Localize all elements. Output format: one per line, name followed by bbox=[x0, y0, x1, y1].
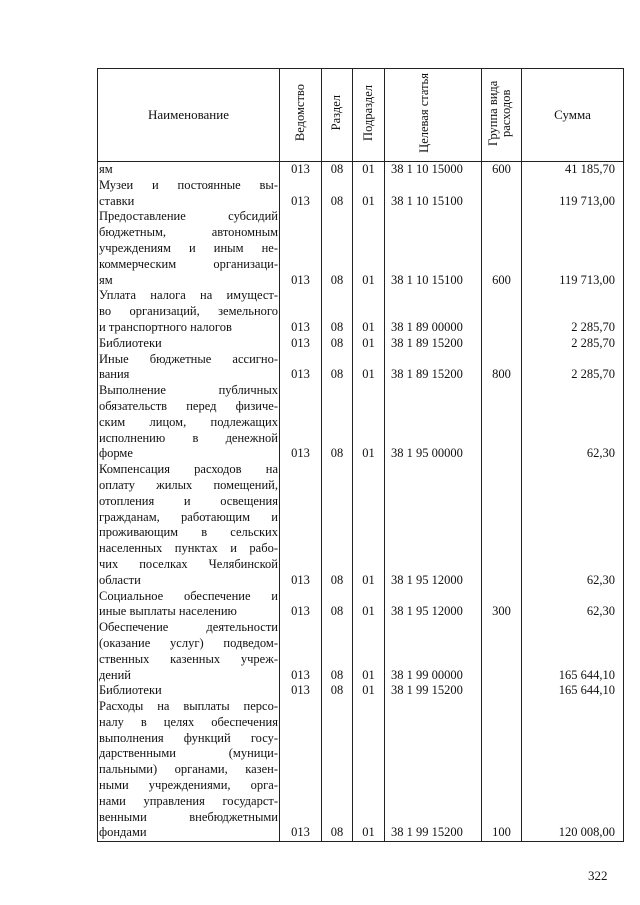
row-name-line: проживающим в сельских bbox=[99, 525, 278, 540]
row-name bbox=[98, 288, 280, 335]
row-ved: 013 bbox=[280, 462, 322, 588]
row-gruppa bbox=[482, 383, 522, 462]
row-ved: 013 bbox=[280, 383, 322, 462]
row-ved: 013 bbox=[280, 209, 322, 288]
table-row bbox=[98, 178, 624, 210]
row-summa: 62,30 bbox=[522, 589, 624, 621]
row-gruppa bbox=[482, 462, 522, 588]
row-podrazdel: 01 bbox=[353, 178, 385, 210]
row-name-line: ственных казенных учреж- bbox=[99, 651, 278, 666]
row-summa: 119 713,00 bbox=[522, 209, 624, 288]
row-name-line: вания bbox=[99, 367, 130, 382]
row-name-line: (оказание услуг) подведом- bbox=[99, 635, 278, 650]
row-name-line: ям bbox=[99, 162, 113, 176]
row-podrazdel: 01 bbox=[353, 462, 385, 588]
row-celevaya: 38 1 95 12000 bbox=[385, 589, 482, 621]
row-razdel: 08 bbox=[322, 178, 353, 210]
header-podrazdel bbox=[353, 69, 385, 162]
row-razdel: 08 bbox=[322, 589, 353, 621]
row-name bbox=[98, 352, 280, 384]
row-name-line: гражданам, работающим и bbox=[99, 509, 278, 524]
row-name bbox=[98, 383, 280, 462]
row-podrazdel: 01 bbox=[353, 699, 385, 842]
row-name-line: фондами bbox=[99, 825, 147, 840]
row-name-line: налу в целях обеспечения bbox=[99, 714, 278, 729]
row-name bbox=[98, 620, 280, 683]
row-summa: 2 285,70 bbox=[522, 352, 624, 384]
row-summa: 2 285,70 bbox=[522, 288, 624, 335]
row-name bbox=[98, 162, 280, 178]
row-razdel: 08 bbox=[322, 683, 353, 699]
row-name-line: пальными) органами, казен- bbox=[99, 762, 278, 777]
row-summa: 165 644,10 bbox=[522, 683, 624, 699]
row-name-line: Музеи и постоянные вы- bbox=[99, 177, 278, 192]
row-razdel: 08 bbox=[322, 699, 353, 842]
row-name-line: бюджетным, автономным bbox=[99, 225, 278, 240]
row-podrazdel: 01 bbox=[353, 336, 385, 352]
row-podrazdel: 01 bbox=[353, 162, 385, 178]
row-summa: 2 285,70 bbox=[522, 336, 624, 352]
row-podrazdel: 01 bbox=[353, 209, 385, 288]
row-razdel: 08 bbox=[322, 620, 353, 683]
table-header-row bbox=[98, 69, 624, 162]
header-podrazdel-label: Подраздел bbox=[360, 85, 375, 141]
row-gruppa bbox=[482, 683, 522, 699]
row-name-line: Социальное обеспечение и bbox=[99, 588, 278, 603]
table-row bbox=[98, 336, 624, 352]
row-gruppa bbox=[482, 620, 522, 683]
row-name-line: оплату жилых помещений, bbox=[99, 477, 278, 492]
row-razdel: 08 bbox=[322, 336, 353, 352]
row-ved: 013 bbox=[280, 620, 322, 683]
table-row bbox=[98, 288, 624, 335]
row-gruppa: 800 bbox=[482, 352, 522, 384]
row-name-line: Иные бюджетные ассигно- bbox=[99, 351, 278, 366]
header-gruppa-label: Группа вида расходов bbox=[485, 80, 513, 146]
table-row bbox=[98, 589, 624, 621]
row-name-line: выполнения функций госу- bbox=[99, 730, 278, 745]
row-name-line: Расходы на выплаты персо- bbox=[99, 699, 278, 714]
row-name bbox=[98, 178, 280, 210]
row-summa: 119 713,00 bbox=[522, 178, 624, 210]
row-name-line: обязательств перед физиче- bbox=[99, 398, 278, 413]
header-ved-label: Ведомство bbox=[292, 84, 307, 142]
row-name-line: Компенсация расходов на bbox=[99, 462, 278, 477]
row-celevaya: 38 1 99 15200 bbox=[385, 699, 482, 842]
row-celevaya: 38 1 10 15100 bbox=[385, 209, 482, 288]
row-name bbox=[98, 683, 280, 699]
row-ved: 013 bbox=[280, 288, 322, 335]
row-celevaya: 38 1 89 15200 bbox=[385, 352, 482, 384]
table-row bbox=[98, 683, 624, 699]
row-name-line: коммерческим организаци- bbox=[99, 256, 278, 271]
row-name-line: Библиотеки bbox=[99, 335, 162, 350]
row-ved: 013 bbox=[280, 162, 322, 178]
row-podrazdel: 01 bbox=[353, 383, 385, 462]
row-name-line: ставки bbox=[99, 193, 135, 208]
row-summa: 62,30 bbox=[522, 383, 624, 462]
row-celevaya: 38 1 99 15200 bbox=[385, 683, 482, 699]
table-row bbox=[98, 383, 624, 462]
header-name: Наименование bbox=[98, 69, 280, 162]
row-name-line: и транспортного налогов bbox=[99, 319, 232, 334]
row-name-line: дарственными (муници- bbox=[99, 746, 278, 761]
row-celevaya: 38 1 89 00000 bbox=[385, 288, 482, 335]
table-row bbox=[98, 462, 624, 588]
row-name bbox=[98, 589, 280, 621]
row-name-line: дений bbox=[99, 667, 131, 682]
row-name-line: ям bbox=[99, 272, 113, 287]
row-ved: 013 bbox=[280, 699, 322, 842]
row-summa: 41 185,70 bbox=[522, 162, 624, 178]
row-razdel: 08 bbox=[322, 383, 353, 462]
row-name bbox=[98, 699, 280, 842]
budget-table bbox=[97, 68, 624, 842]
row-name-line: ными учреждениями, орга- bbox=[99, 778, 278, 793]
row-name-line: области bbox=[99, 572, 141, 587]
row-gruppa: 600 bbox=[482, 162, 522, 178]
row-name-line: Библиотеки bbox=[99, 683, 162, 698]
row-razdel: 08 bbox=[322, 288, 353, 335]
row-summa: 165 644,10 bbox=[522, 620, 624, 683]
row-name-line: Обеспечение деятельности bbox=[99, 620, 278, 635]
header-razdel-label: Раздел bbox=[329, 95, 344, 131]
row-name-line: чих поселках Челябинской bbox=[99, 556, 278, 571]
row-summa: 62,30 bbox=[522, 462, 624, 588]
row-name-line: Выполнение публичных bbox=[99, 383, 278, 398]
table-row bbox=[98, 352, 624, 384]
header-celevaya-label: Целевая статья bbox=[417, 73, 431, 153]
row-gruppa bbox=[482, 178, 522, 210]
row-ved: 013 bbox=[280, 352, 322, 384]
row-gruppa: 600 bbox=[482, 209, 522, 288]
row-name-line: иные выплаты населению bbox=[99, 604, 237, 619]
row-celevaya: 38 1 89 15200 bbox=[385, 336, 482, 352]
row-podrazdel: 01 bbox=[353, 352, 385, 384]
page-number: 322 bbox=[588, 868, 608, 883]
row-podrazdel: 01 bbox=[353, 288, 385, 335]
row-ved: 013 bbox=[280, 683, 322, 699]
row-celevaya: 38 1 99 00000 bbox=[385, 620, 482, 683]
row-razdel: 08 bbox=[322, 352, 353, 384]
row-gruppa bbox=[482, 336, 522, 352]
row-gruppa: 100 bbox=[482, 699, 522, 842]
row-ved: 013 bbox=[280, 336, 322, 352]
table-body bbox=[98, 162, 624, 842]
row-razdel: 08 bbox=[322, 162, 353, 178]
row-name-line: Уплата налога на имущест- bbox=[99, 288, 278, 303]
header-ved bbox=[280, 69, 322, 162]
row-name-line: Предоставление субсидий bbox=[99, 209, 278, 224]
row-gruppa: 300 bbox=[482, 589, 522, 621]
header-celevaya bbox=[385, 69, 482, 162]
row-name-line: форме bbox=[99, 446, 133, 461]
row-razdel: 08 bbox=[322, 209, 353, 288]
row-podrazdel: 01 bbox=[353, 620, 385, 683]
row-celevaya: 38 1 95 00000 bbox=[385, 383, 482, 462]
row-name bbox=[98, 209, 280, 288]
row-name-line: населенных пунктах и рабо- bbox=[99, 541, 278, 556]
row-name-line: учреждениям и иным не- bbox=[99, 240, 278, 255]
row-ved: 013 bbox=[280, 178, 322, 210]
header-razdel bbox=[322, 69, 353, 162]
row-name-line: отопления и освещения bbox=[99, 493, 278, 508]
row-name-line: венными внебюджетными bbox=[99, 809, 278, 824]
row-ved: 013 bbox=[280, 589, 322, 621]
row-name-line: ским лицом, подлежащих bbox=[99, 414, 278, 429]
row-name bbox=[98, 462, 280, 588]
row-name-line: нами управления государст- bbox=[99, 793, 278, 808]
row-celevaya: 38 1 10 15100 bbox=[385, 178, 482, 210]
table-row bbox=[98, 620, 624, 683]
row-gruppa bbox=[482, 288, 522, 335]
table-row bbox=[98, 209, 624, 288]
row-razdel: 08 bbox=[322, 462, 353, 588]
row-name-line: исполнению в денежной bbox=[99, 430, 278, 445]
header-gruppa bbox=[482, 69, 522, 162]
row-name bbox=[98, 336, 280, 352]
row-summa: 120 008,00 bbox=[522, 699, 624, 842]
row-podrazdel: 01 bbox=[353, 683, 385, 699]
row-celevaya: 38 1 95 12000 bbox=[385, 462, 482, 588]
table-row bbox=[98, 699, 624, 842]
row-podrazdel: 01 bbox=[353, 589, 385, 621]
table-row bbox=[98, 162, 624, 178]
header-summa: Сумма bbox=[522, 69, 624, 162]
row-name-line: во организаций, земельного bbox=[99, 304, 278, 319]
row-celevaya: 38 1 10 15000 bbox=[385, 162, 482, 178]
